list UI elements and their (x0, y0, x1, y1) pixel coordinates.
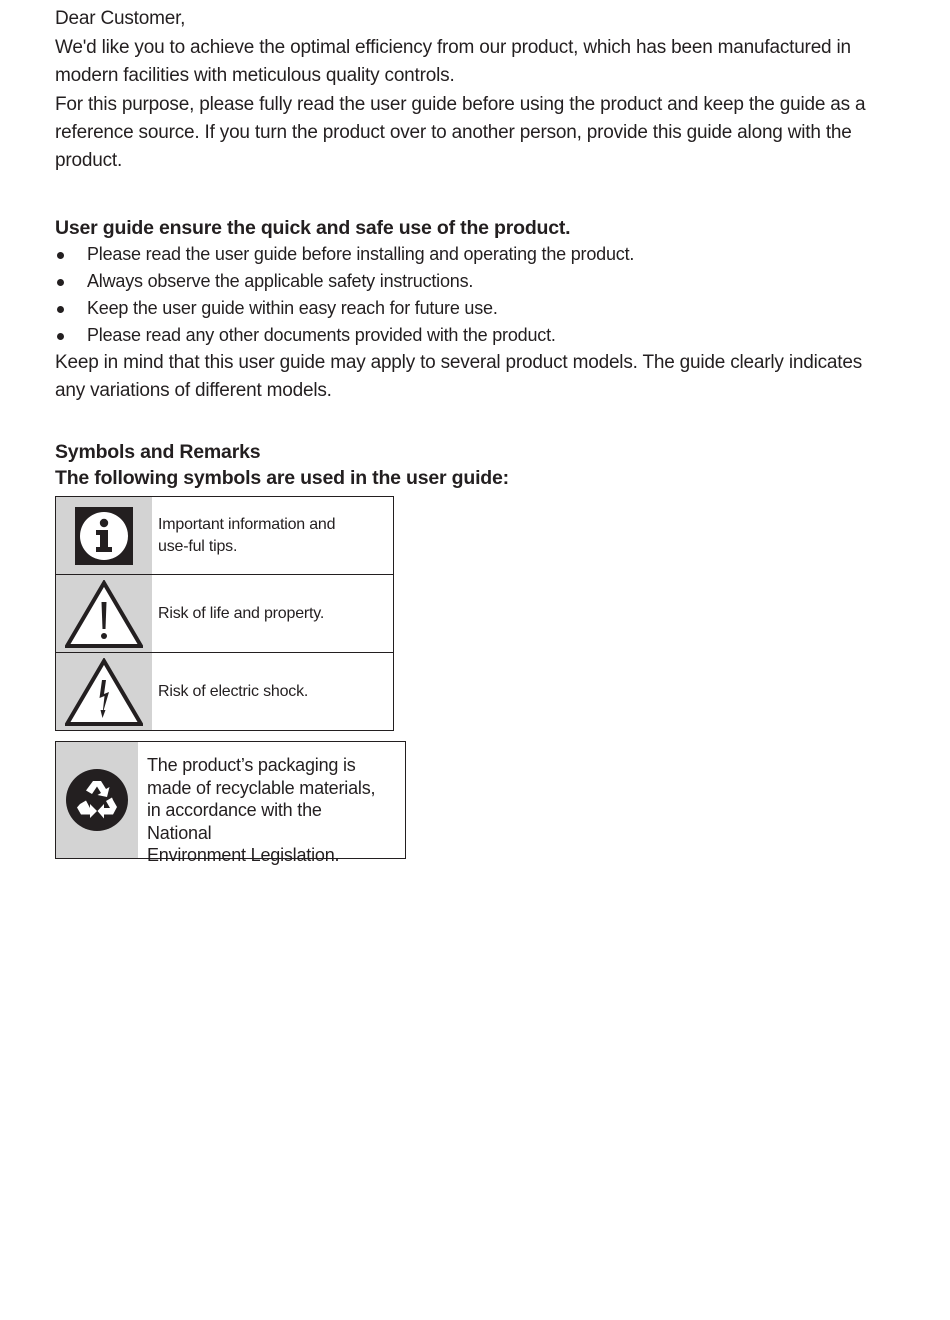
symbol-description: Risk of life and property. (158, 604, 325, 622)
bullet-icon (57, 279, 64, 286)
recycle-line: in accordance with the National (147, 800, 322, 843)
bullet-icon (57, 333, 64, 340)
symbols-subheading: The following symbols are used in the user guide: (55, 467, 509, 489)
recycle-icon-cell (56, 742, 138, 858)
list-item (55, 295, 895, 322)
info-icon (75, 507, 133, 565)
bullet-icon (57, 306, 64, 313)
recycle-notice (55, 741, 406, 865)
user-guide-page (55, 0, 895, 865)
bullet-icon (57, 252, 64, 259)
recycle-line: made of recyclable materials, (147, 777, 376, 798)
electric-shock-icon (65, 658, 143, 726)
warning-triangle-icon (65, 580, 143, 648)
symbols-heading: Symbols and Remarks (55, 441, 261, 463)
symbol-icon-cell (56, 497, 152, 574)
bullet-text: Always observe the applicable safety instructions. (87, 271, 474, 291)
bullet-text: Keep the user guide within easy reach for future use. (87, 298, 498, 318)
symbols-table (55, 496, 394, 731)
guide-bullet-list (55, 241, 895, 349)
symbol-icon-cell (56, 653, 152, 730)
table-row (56, 574, 393, 652)
symbol-description: Risk of electric shock. (158, 682, 309, 700)
table-row (56, 497, 393, 574)
intro-paragraph-1: We'd like you to achieve the optimal efficiency from our product, which has been manufactured in modern facilities with meticulous quality controls. (55, 37, 851, 86)
intro-paragraph-2: For this purpose, please fully read the user guide before using the product and keep the guide as a reference source. If you turn the product over to another person, provide this guide along with the product. (55, 94, 866, 171)
list-item (55, 268, 895, 295)
symbol-description: Important information and use-ful tips. (158, 515, 336, 555)
greeting: Dear Customer, (55, 8, 186, 29)
symbol-icon-cell (56, 575, 152, 652)
models-note: Keep in mind that this user guide may apply to several product models. The guide clearly indicates any variations of different models. (55, 352, 863, 401)
bullet-text: Please read any other documents provided with the product. (87, 325, 556, 345)
recycle-line: Environment Legislation. (147, 845, 340, 865)
list-item (55, 241, 895, 268)
table-row (56, 652, 393, 730)
list-item (55, 322, 895, 349)
user-guide-heading: User guide ensure the quick and safe use of the product. (55, 217, 571, 239)
recycle-description (138, 742, 387, 865)
recycle-line: The product’s packaging is (147, 755, 356, 775)
bullet-text: Please read the user guide before installing and operating the product. (87, 244, 635, 264)
recycle-icon (66, 769, 128, 831)
